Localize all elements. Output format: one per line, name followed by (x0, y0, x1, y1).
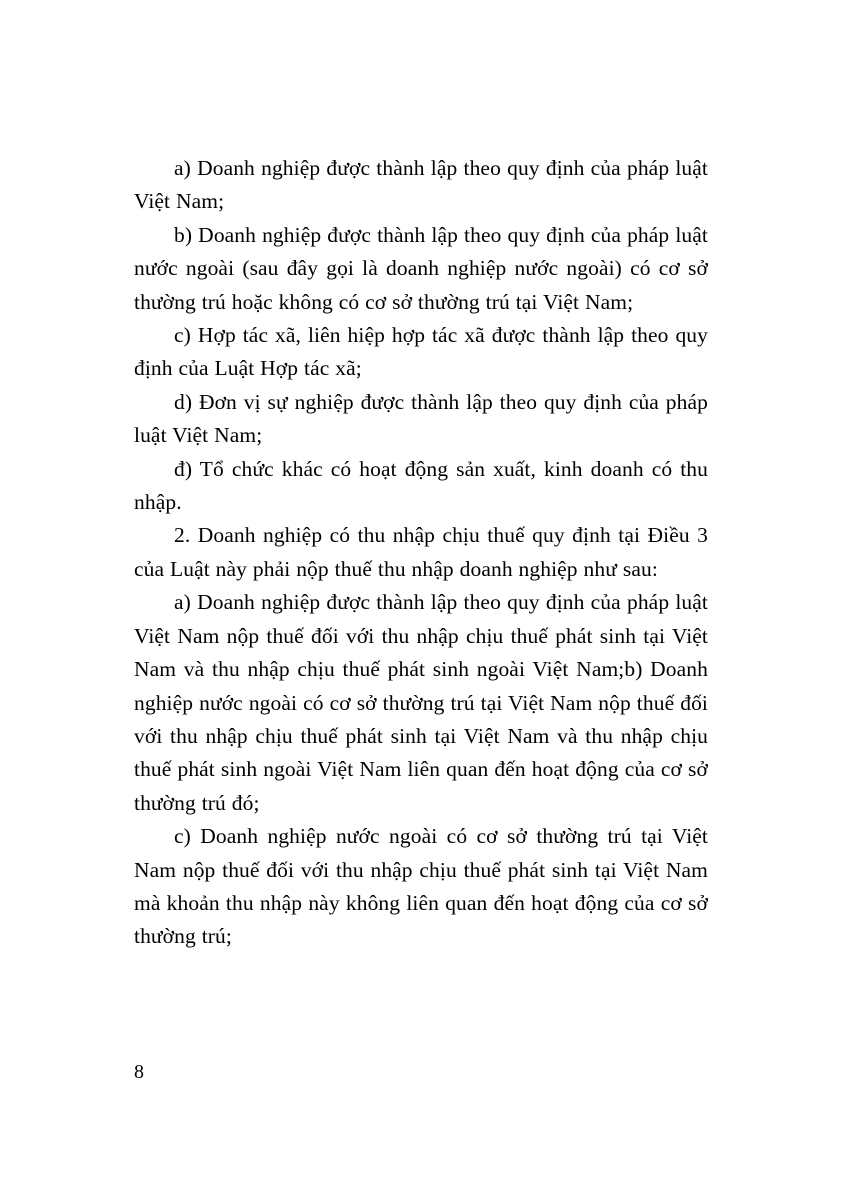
page-number: 8 (134, 1061, 144, 1083)
paragraph: c) Doanh nghiệp nước ngoài có cơ sở thường trú tại Việt Nam nộp thuế đối với thu nhập chịu thuế phát sinh tại Việt Nam mà khoản thu nhập này không liên quan đến hoạt động của cơ sở thường trú; (134, 824, 708, 949)
paragraph: a) Doanh nghiệp được thành lập theo quy định của pháp luật Việt Nam; (134, 156, 708, 214)
paragraph: a) Doanh nghiệp được thành lập theo quy định của pháp luật Việt Nam nộp thuế đối với thu nhập chịu thuế phát sinh tại Việt Nam và thu nhập chịu thuế phát sinh ngoài Việt Nam;b) Doanh nghiệp nước ngoài có cơ sở thường trú tại Việt Nam nộp thuế đối với thu nhập chịu thuế phát sinh tại Việt Nam và thu nhập chịu thuế phát sinh ngoài Việt Nam liên quan đến hoạt động của cơ sở thường trú đó; (134, 590, 708, 815)
paragraph: b) Doanh nghiệp được thành lập theo quy định của pháp luật nước ngoài (sau đây gọi là doanh nghiệp nước ngoài) có cơ sở thường trú hoặc không có cơ sở thường trú tại Việt Nam; (134, 222, 708, 314)
paragraph: c) Hợp tác xã, liên hiệp hợp tác xã được thành lập theo quy định của Luật Hợp tác xã; (134, 323, 708, 381)
paragraph: d) Đơn vị sự nghiệp được thành lập theo quy định của pháp luật Việt Nam; (134, 389, 708, 448)
page-body (134, 152, 708, 954)
paragraph: 2. Doanh nghiệp có thu nhập chịu thuế quy định tại Điều 3 của Luật này phải nộp thuế thu nhập doanh nghiệp như sau: (134, 523, 708, 581)
paragraph: đ) Tổ chức khác có hoạt động sản xuất, kinh doanh có thu nhập. (134, 456, 708, 515)
